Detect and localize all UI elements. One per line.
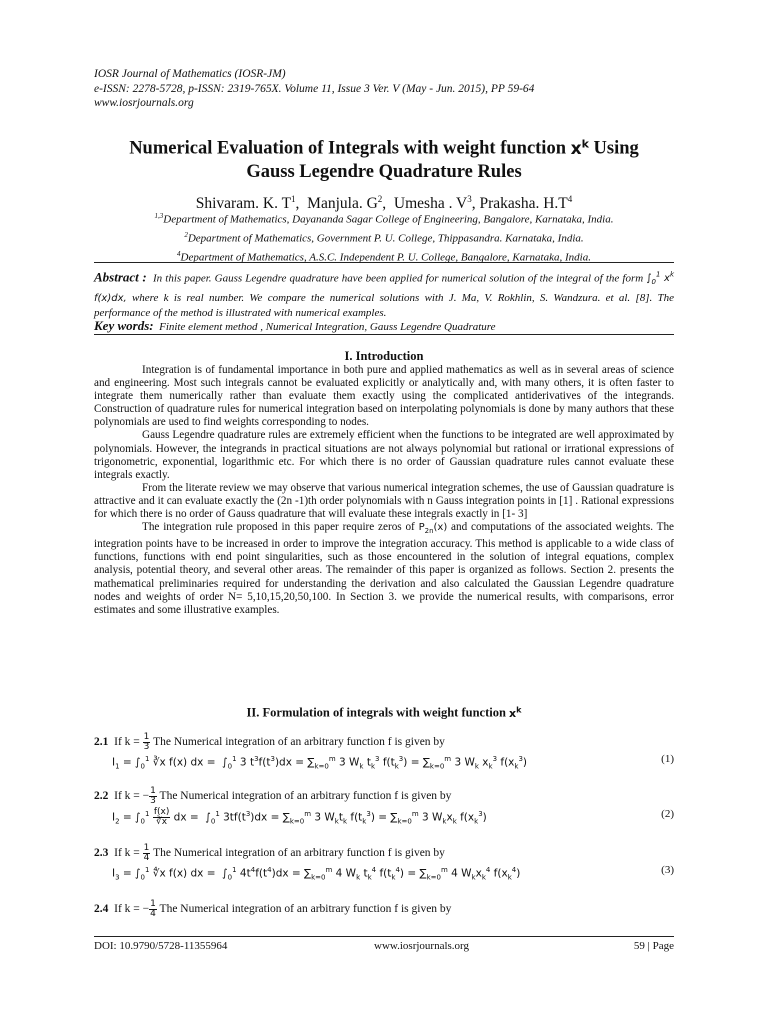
subsection-2-4: 2.4 If k = − $\frac{1}{4}$ The Numerical integration of an arbitrary function f is given by bbox=[94, 899, 452, 919]
affiliations: $^{1,3}$Department of Mathematics, Dayananda Sagar College of Engineering, Bangalore, Karnataka, India. $^2$Department of Mathematics, Government P. U. College, Thippasandra. Karnataka, India. $^4$Department of Mathematics, A.S.C. Independent P. U. College, Bangalore, Karnataka, India. bbox=[154, 212, 614, 264]
fraction: $\frac{1}{3}$ bbox=[150, 786, 156, 806]
paragraph: Gauss Legendre quadrature rules are extremely efficient when the functions to be integrated are well approximated by polynomials. However, the integrands in practical situations are not always polynomial but rational or irrational expressions of trigonometric, exponential, logarithmic etc. For which there is no order of Gaussian quadrature rules cannot evaluate these integrals exactly. bbox=[94, 429, 674, 481]
keywords-label: Key words: bbox=[94, 318, 154, 333]
footer-site: www.iosrjournals.org bbox=[374, 940, 470, 952]
equation-2: $I_2 = \int_0^1$ $\frac{f(x)}{∛x}$ dx = $\int_0^1$ $3tf(t^3)dx = \sum_{k=0}^m$ 3 $W_kt_k$ $f(t_k^3) = \sum_{k=0}^m$ 3 $W_kx_k$ $f(x_k^3)$ (2) bbox=[112, 807, 674, 827]
fraction: $\frac{1}{4}$ bbox=[150, 899, 156, 919]
abstract-label: Abstract : bbox=[94, 269, 147, 285]
paragraph: From the literate review we may observe that various numerical integration schemes, the use of Gaussian quadrature is attractive and it can evaluate exactly the (2n -1)th order polynomials with n Gauss integration points in [1] . Rational expressions for which there is no order of Gauss quadrature that will evaluate these integrals exactly in [1- 3] bbox=[94, 481, 674, 521]
fraction: $\frac{1}{3}$ bbox=[143, 732, 150, 752]
subsection-2-3: 2.3 If k = $\frac{1}{4}$ The Numerical integration of an arbitrary function f is given by bbox=[94, 843, 445, 863]
journal-header bbox=[94, 67, 534, 111]
footer-rule bbox=[94, 936, 674, 937]
keywords: Key words: Finite element method , Numerical Integration, Gauss Legendre Quadrature bbox=[94, 318, 496, 333]
author-list: Shivaram. K. $T^1$, Manjula. $G^2$, Umesha . $V^3$, Prakasha. $H.T^4$ bbox=[195, 194, 573, 213]
footer-page-number: 59 | Page bbox=[633, 940, 674, 952]
equation-number: (1) bbox=[661, 753, 674, 765]
equation-3: $I_3 = \int_0^1$ ∜x f(x) dx = $\int_0^1$ $4t^4f(t^4)dx = \sum_{k=0}^m$ 4 $W_k$ $t_k^4$ $f(t_k^4) = \sum_{k=0}^m$ 4 $W_kx_k^4$ $f(x_k^4)$ (3) bbox=[112, 864, 674, 882]
section-heading-introduction: I. Introduction bbox=[344, 349, 424, 363]
footer-doi: DOI: 10.9790/5728-11355964 bbox=[94, 940, 228, 952]
divider-bottom bbox=[94, 334, 674, 335]
section-heading-formulation: II. Formulation of integrals with weight function $x^k$ bbox=[246, 705, 522, 720]
equation-1: $I_1 = \int_0^1$ ∛x f(x) dx = $\int_0^1$ 3 $t^3f(t^3)dx = \sum_{k=0}^m$ 3 $W_k$ $t_k^3$ $f(t_k^3) = \sum_{k=0}^m$ 3 $W_k$ $x_k^3$ $f(x_k^3)$ (1) bbox=[112, 753, 674, 771]
abstract: Abstract : In this paper. Gauss Legendre quadrature have been applied for numerical solution of the integral of the form $\int_0^1$ $x^k$ f(x)dx, where k is real number. We compare the numerical solutions with J. Ma, V. Rokhlin, S. Wandzura. et al. [8]. The performance of the method is illustrated with numerical examples. bbox=[94, 269, 675, 320]
paragraph: The integration rule proposed in this paper require zeros of $P_{2n}(x)$ and computations of the associated weights. The integration points have to be increased in order to improve the integration accuracy. This method is applicable to a wide class of functions, functions with end point singularities, such as those encountered in the solution of integral equations, complex analysis, potential theory, and several other areas. The remainder of this paper is organized as follows. Section 2. presents the mathematical preliminaries required for understanding the derivation and also calculated the Gaussian Legendre quadrature nodes and weights of order N= 5,10,15,20,50,100. In Section 3. we provide the numerical results, with comparisons, error estimates and some illustrative examples. bbox=[94, 521, 675, 616]
journal-issn: e-ISSN: 2278-5728, p-ISSN: 2319-765X. Volume 11, Issue 3 Ver. V (May - Jun. 2015), PP 59-64 bbox=[94, 82, 535, 95]
paper-title: Numerical Evaluation of Integrals with weight function $x^k$ Using Gauss Legendre Quadrature Rules bbox=[129, 137, 639, 182]
journal-name: IOSR Journal of Mathematics (IOSR-JM) bbox=[94, 68, 286, 80]
divider-top bbox=[94, 262, 674, 263]
journal-url: www.iosrjournals.org bbox=[94, 97, 194, 109]
subsection-2-2: 2.2 If k = − $\frac{1}{3}$ The Numerical integration of an arbitrary function f is given by bbox=[94, 786, 452, 806]
fraction: $\frac{1}{4}$ bbox=[143, 843, 150, 863]
paper-page bbox=[94, 0, 674, 1024]
equation-number: (3) bbox=[661, 864, 674, 876]
introduction-body bbox=[94, 364, 674, 617]
paragraph: Integration is of fundamental importance in both pure and applied mathematics as well as in several areas of science and engineering. Most such integrals cannot be evaluated explicitly or analytically and, with many others, it is often faster to integrate them numerically rather than evaluate them exactly using the complicated antiderivatives of the integrands. Construction of quadrature rules for numerical integration based on interpolating polynomials is done by many authors that these polynomials are used to find weights corresponding to nodes. bbox=[94, 364, 674, 429]
page-footer bbox=[94, 940, 674, 958]
equation-number: (2) bbox=[661, 808, 674, 820]
subsection-2-1: 2.1 If k = $\frac{1}{3}$ The Numerical integration of an arbitrary function f is given by bbox=[94, 732, 445, 752]
